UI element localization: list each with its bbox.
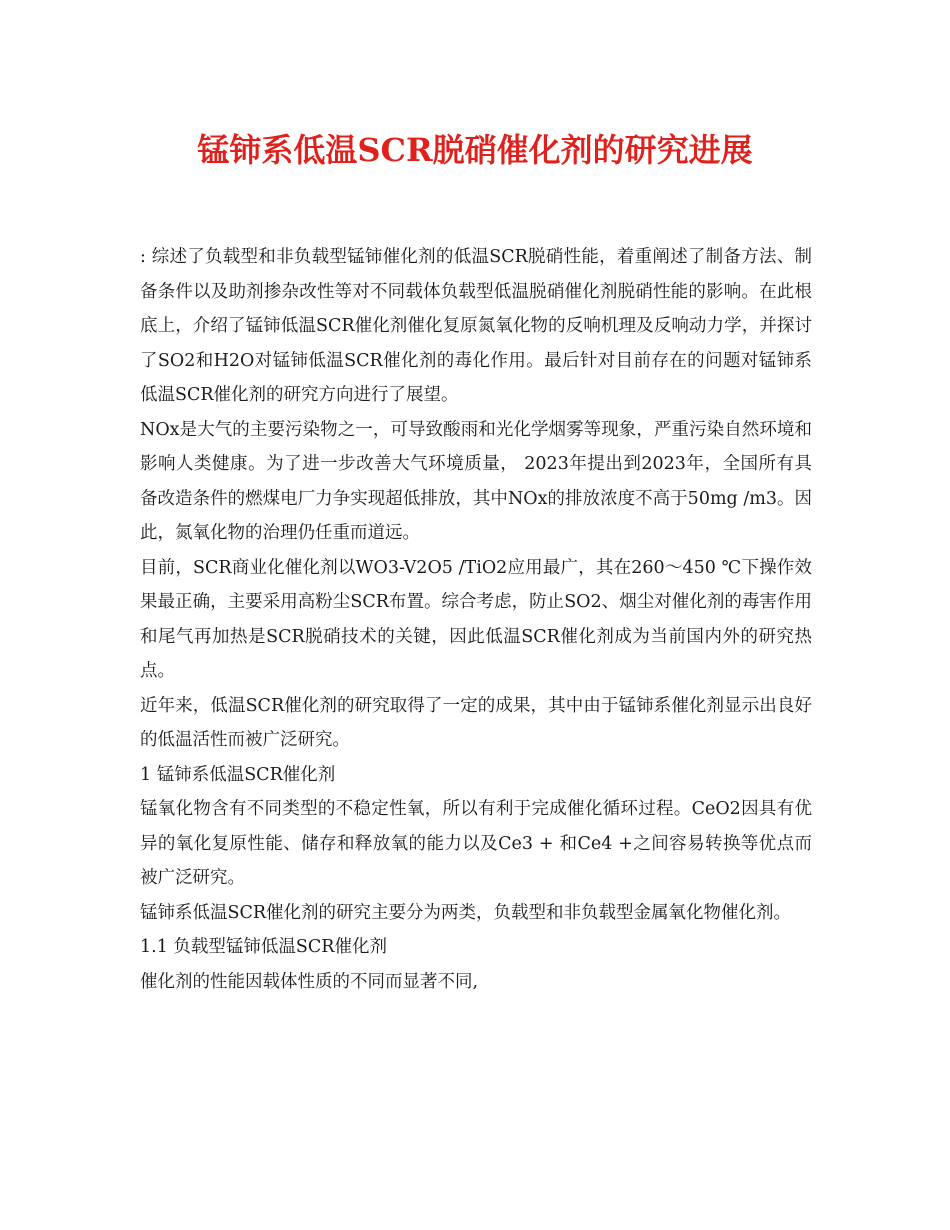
abstract-paragraph: : 综述了负载型和非负载型锰铈催化剂的低温SCR脱硝性能，着重阐述了制备方法、制备条件以及助剂掺杂改性等对不同载体负载型低温脱硝催化剂脱硝性能的影响。在此根底上，介绍了锰铈低温SCR催化剂催化复原氮氧化物的反响机理及反响动力学，并探讨了SO2和H2O对锰铈低温SCR催化剂的毒化作用。最后针对目前存在的问题对锰铈系低温SCR催化剂的研究方向进行了展望。	[140, 247, 812, 405]
body-paragraph: 催化剂的性能因载体性质的不同而显著不同,	[140, 971, 479, 992]
body-paragraph: NOx是大气的主要污染物之一，可导致酸雨和光化学烟雾等现象，严重污染自然环境和影响人类健康。为了进一步改善大气环境质量， 2023年提出到2023年，全国所有具备改造条件的燃煤电厂力争实现超低排放，其中NOx的排放浓度不高于50mg /m3。因此，氮氧化物的治理仍任重而道远。	[140, 419, 812, 543]
body-paragraph: 目前，SCR商业化催化剂以WO3-V2O5 /TiO2应用最广，其在260～450 ℃下操作效果最正确，主要采用高粉尘SCR布置。综合考虑，防止SO2、烟尘对催化剂的毒害作用和尾气再加热是SCR脱硝技术的关键，因此低温SCR催化剂成为当前国内外的研究热点。	[140, 557, 812, 681]
body-paragraph: 锰氧化物含有不同类型的不稳定性氧，所以有利于完成催化循环过程。CeO2因具有优异的氧化复原性能、储存和释放氧的能力以及Ce3 + 和Ce4 +之间容易转换等优点而被广泛研究。	[140, 799, 812, 888]
body-paragraph: 锰铈系低温SCR催化剂的研究主要分为两类，负载型和非负载型金属氧化物催化剂。	[140, 902, 792, 923]
document-body	[140, 240, 812, 999]
document-title: 锰铈系低温SCR脱硝催化剂的研究进展	[197, 131, 753, 169]
body-paragraph: 近年来，低温SCR催化剂的研究取得了一定的成果，其中由于锰铈系催化剂显示出良好的低温活性而被广泛研究。	[140, 695, 812, 750]
section-heading: 1 锰铈系低温SCR催化剂	[140, 764, 336, 785]
subsection-heading: 1.1 负载型锰铈低温SCR催化剂	[140, 937, 387, 957]
